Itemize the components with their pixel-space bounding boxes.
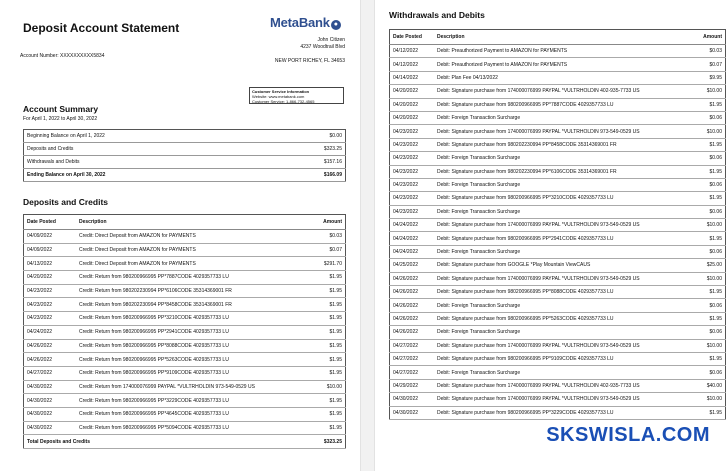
row-label: Withdrawals and Debits [24,156,274,169]
row-amount: $1.95 [303,339,346,353]
row-date: 04/30/2022 [390,393,435,406]
row-description: Credit: Return from 980202230994 PP*6106CODE 35314369001 FR [76,284,303,298]
table-row [24,230,346,244]
row-description: Credit: Return from 174000076999 PAYPAL *VULTRHOLDIN 973-549-0529 US [76,380,303,394]
table-row [390,192,726,205]
row-date: 04/23/2022 [390,192,435,205]
table-row [390,98,726,111]
row-date: 04/23/2022 [390,178,435,191]
table-row [24,143,346,156]
row-date: 04/12/2022 [390,58,435,71]
row-amount: $10.00 [693,272,726,285]
row-amount: $0.06 [693,152,726,165]
row-amount: $157.16 [273,156,345,169]
row-amount: $0.06 [693,205,726,218]
table-row [24,243,346,257]
row-date: 04/26/2022 [24,353,77,367]
customer-service-website: Website: www.metabank.com [252,94,305,99]
row-date: 04/23/2022 [390,138,435,151]
table-row [24,298,346,312]
col-date-posted: Date Posted [390,30,435,45]
table-row [24,257,346,271]
row-amount: $10.00 [693,339,726,352]
row-amount: $1.95 [693,192,726,205]
row-date: 04/23/2022 [390,205,435,218]
table-row [24,325,346,339]
table-row [390,152,726,165]
row-date: 04/30/2022 [24,421,77,435]
account-number: Account Number: XXXXXXXXXX5834 [20,53,105,59]
row-description: Debit: Signature purchase from 980200966995 PP*5263CODE 4029357733 LU [434,312,693,325]
row-amount: $10.00 [303,380,346,394]
row-description: Debit: Preauthorized Payment to AMAZON for PAYMENTS [434,58,693,71]
withdrawals-heading: Withdrawals and Debits [389,10,485,20]
row-date: 04/29/2022 [390,379,435,392]
row-amount: $9.95 [693,71,726,84]
row-amount: $291.70 [303,257,346,271]
total-label: Total Deposits and Credits [24,435,304,449]
row-description: Credit: Return from 980200966995 PP*8088CODE 4029357733 LU [76,339,303,353]
row-amount: $0.07 [303,243,346,257]
summary-period: For April 1, 2022 to April 30, 2022 [23,116,98,122]
table-row [390,205,726,218]
address-line1: 4237 Woodtrail Blvd [300,44,345,50]
row-date: 04/23/2022 [390,125,435,138]
row-description: Debit: Signature purchase from 980202230994 PP*6106CODE 35314369001 FR [434,165,693,178]
statement-page-right [375,0,726,471]
row-amount: $0.06 [693,245,726,258]
table-row [390,178,726,191]
row-description: Debit: Plan Fee 04/13/2022 [434,71,693,84]
row-description: Debit: Foreign Transaction Surcharge [434,326,693,339]
table-row [390,111,726,124]
table-row [390,352,726,365]
table-header-row [390,30,726,45]
table-row [24,421,346,435]
row-amount: $1.95 [693,165,726,178]
row-date: 04/23/2022 [24,312,77,326]
row-amount: $0.03 [693,45,726,58]
row-amount: $1.95 [693,286,726,299]
customer-service-box [249,87,344,104]
col-description: Description [434,30,693,45]
row-date: 04/25/2022 [390,259,435,272]
row-amount: $0.06 [693,299,726,312]
row-label: Ending Balance on April 30, 2022 [24,169,274,182]
row-date: 04/24/2022 [390,219,435,232]
row-description: Debit: Signature purchase from 980200966995 PP*7887CODE 4029357733 LU [434,98,693,111]
row-amount: $1.95 [693,232,726,245]
row-amount: $1.95 [303,325,346,339]
table-row [390,339,726,352]
table-row [24,353,346,367]
table-row [24,339,346,353]
table-row [390,58,726,71]
table-row [390,379,726,392]
table-row [390,406,726,419]
row-description: Debit: Signature purchase from 174000076999 PAYPAL *VULTRHOLDIN 973-549-0529 US [434,219,693,232]
row-description: Debit: Signature purchase from 174000076999 PAYPAL *VULTRHOLDIN 973-549-0529 US [434,339,693,352]
row-description: Credit: Return from 980200966995 PP*2941CODE 4029357733 LU [76,325,303,339]
row-description: Credit: Return from 980200966995 PP*9109CODE 4029357733 LU [76,366,303,380]
row-date: 04/30/2022 [24,407,77,421]
row-amount: $1.95 [303,394,346,408]
row-label: Deposits and Credits [24,143,274,156]
deposits-total-row [24,435,346,449]
col-description: Description [76,215,303,230]
table-row [390,85,726,98]
table-row [390,312,726,325]
row-description: Debit: Signature purchase from 174000076999 PAYPAL *VULTRHOLDIN 402-935-7733 US [434,379,693,392]
row-date: 04/12/2022 [390,45,435,58]
total-amount: $323.25 [303,435,346,449]
row-date: 04/27/2022 [390,366,435,379]
row-description: Debit: Signature purchase from 174000076999 PAYPAL *VULTRHOLDIN 973-549-0529 US [434,393,693,406]
row-description: Debit: Signature purchase from 980200966995 PP*8088CODE 4029357733 LU [434,286,693,299]
row-date: 04/30/2022 [24,380,77,394]
row-amount: $1.95 [303,271,346,285]
table-row [24,130,346,143]
row-amount: $10.00 [693,219,726,232]
row-amount: $1.95 [693,406,726,419]
table-row [390,393,726,406]
row-description: Debit: Foreign Transaction Surcharge [434,178,693,191]
row-amount: $25.00 [693,259,726,272]
table-row [390,299,726,312]
row-date: 04/26/2022 [390,272,435,285]
row-description: Credit: Direct Deposit from AMAZON for PAYMENTS [76,257,303,271]
customer-name: John Citizen [317,37,345,43]
row-date: 04/26/2022 [390,326,435,339]
row-description: Debit: Signature purchase from 174000076999 PAYPAL *VULTRHOLDIN 973-549-0529 US [434,125,693,138]
table-row [24,284,346,298]
row-description: Credit: Direct Deposit from AMAZON for PAYMENTS [76,243,303,257]
row-date: 04/20/2022 [390,98,435,111]
row-label: Beginning Balance on April 1, 2022 [24,130,274,143]
row-date: 04/26/2022 [390,312,435,325]
deposits-table [23,214,346,449]
row-description: Debit: Signature purchase from 174000076999 PAYPAL *VULTRHOLDIN 402-935-7733 US [434,85,693,98]
row-date: 04/26/2022 [390,299,435,312]
watermark: SKSWISLA.COM [546,424,710,446]
row-amount: $1.95 [303,312,346,326]
row-date: 04/13/2022 [24,257,77,271]
col-date-posted: Date Posted [24,215,77,230]
row-description: Debit: Signature purchase from 980200966995 PP*3210CODE 4029357733 LU [434,192,693,205]
row-description: Credit: Return from 980200966995 PP*7887CODE 4029357733 LU [76,271,303,285]
table-row [24,407,346,421]
row-date: 04/26/2022 [24,339,77,353]
row-amount: $1.95 [303,421,346,435]
customer-service-title: Customer Service Information [252,89,310,94]
bank-name: MetaBank [270,15,330,30]
row-amount: $0.00 [273,130,345,143]
row-date: 04/23/2022 [24,284,77,298]
row-description: Debit: Preauthorized Payment to AMAZON for PAYMENTS [434,45,693,58]
col-amount: Amount [693,30,726,45]
row-description: Credit: Direct Deposit from AMAZON for PAYMENTS [76,230,303,244]
row-description: Credit: Return from 980200966995 PP*5094CODE 4029357733 LU [76,421,303,435]
row-date: 04/27/2022 [390,352,435,365]
row-date: 04/09/2022 [24,230,77,244]
row-amount: $0.06 [693,111,726,124]
row-description: Debit: Foreign Transaction Surcharge [434,152,693,165]
row-date: 04/30/2022 [24,394,77,408]
row-amount: $1.95 [303,298,346,312]
deposits-heading: Deposits and Credits [23,197,109,207]
row-amount: $1.95 [303,366,346,380]
statement-title: Deposit Account Statement [23,21,180,35]
row-date: 04/24/2022 [390,232,435,245]
row-amount: $0.06 [693,366,726,379]
row-description: Debit: Signature purchase from 174000076999 PAYPAL *VULTRHOLDIN 973-549-0529 US [434,272,693,285]
bank-logo [270,15,341,30]
address-line2: NEW PORT RICHEY, FL 34653 [274,58,345,64]
row-amount: $10.00 [693,393,726,406]
row-amount: $1.95 [693,138,726,151]
table-row [24,312,346,326]
table-row [24,271,346,285]
row-date: 04/20/2022 [24,271,77,285]
row-description: Debit: Foreign Transaction Surcharge [434,366,693,379]
row-amount: $0.06 [693,326,726,339]
row-amount: $166.09 [273,169,345,182]
row-amount: $1.95 [693,312,726,325]
table-row [24,380,346,394]
table-row [390,232,726,245]
row-date: 04/20/2022 [390,85,435,98]
table-row [390,138,726,151]
table-row [390,125,726,138]
row-description: Debit: Foreign Transaction Surcharge [434,245,693,258]
table-row [390,165,726,178]
row-description: Debit: Signature purchase from GOOGLE *Play Mountain ViewCAUS [434,259,693,272]
table-row [390,219,726,232]
row-amount: $0.03 [303,230,346,244]
row-amount: $0.07 [693,58,726,71]
table-row [390,366,726,379]
row-description: Debit: Signature purchase from 980200966995 PP*3229CODE 4029357733 LU [434,406,693,419]
row-description: Credit: Return from 980200966995 PP*4645CODE 4029357733 LU [76,407,303,421]
row-amount: $0.06 [693,178,726,191]
summary-heading: Account Summary [23,104,99,114]
withdrawals-table [389,29,726,420]
bank-logo-icon: ● [331,20,341,30]
table-row [24,366,346,380]
table-header-row [24,215,346,230]
row-description: Debit: Foreign Transaction Surcharge [434,111,693,124]
row-date: 04/24/2022 [24,325,77,339]
row-description: Debit: Foreign Transaction Surcharge [434,205,693,218]
row-description: Credit: Return from 980200966995 PP*5263CODE 4029357733 LU [76,353,303,367]
row-description: Debit: Signature purchase from 980200966995 PP*9109CODE 4029357733 LU [434,352,693,365]
row-date: 04/30/2022 [390,406,435,419]
table-row [390,45,726,58]
row-description: Debit: Signature purchase from 980200966995 PP*2941CODE 4029357733 LU [434,232,693,245]
row-date: 04/20/2022 [390,111,435,124]
row-amount: $10.00 [693,85,726,98]
row-date: 04/23/2022 [24,298,77,312]
table-row [24,169,346,182]
statement-page-left [0,0,360,471]
row-description: Debit: Foreign Transaction Surcharge [434,299,693,312]
row-date: 04/24/2022 [390,245,435,258]
summary-table [23,129,346,182]
row-amount: $1.95 [693,352,726,365]
row-amount: $40.00 [693,379,726,392]
row-date: 04/27/2022 [24,366,77,380]
row-amount: $1.95 [693,98,726,111]
row-description: Credit: Return from 980202230994 PP*8458CODE 35314369001 FR [76,298,303,312]
row-amount: $323.25 [273,143,345,156]
table-row [390,259,726,272]
table-row [390,71,726,84]
row-amount: $1.95 [303,407,346,421]
row-description: Credit: Return from 980200966995 PP*3229CODE 4029357733 LU [76,394,303,408]
table-row [24,394,346,408]
page-divider [360,0,375,471]
row-date: 04/23/2022 [390,152,435,165]
table-row [390,272,726,285]
row-amount: $10.00 [693,125,726,138]
row-date: 04/14/2022 [390,71,435,84]
row-date: 04/09/2022 [24,243,77,257]
row-amount: $1.95 [303,353,346,367]
row-date: 04/27/2022 [390,339,435,352]
col-amount: Amount [303,215,346,230]
row-description: Credit: Return from 980200966995 PP*3210CODE 4029357733 LU [76,312,303,326]
table-row [390,286,726,299]
row-date: 04/26/2022 [390,286,435,299]
table-row [24,156,346,169]
table-row [390,326,726,339]
row-amount: $1.95 [303,284,346,298]
table-row [390,245,726,258]
customer-service-phone: Customer Service: 1-866-732-4565 [252,99,315,104]
row-description: Debit: Signature purchase from 980202230994 PP*8458CODE 35314369001 FR [434,138,693,151]
row-date: 04/23/2022 [390,165,435,178]
